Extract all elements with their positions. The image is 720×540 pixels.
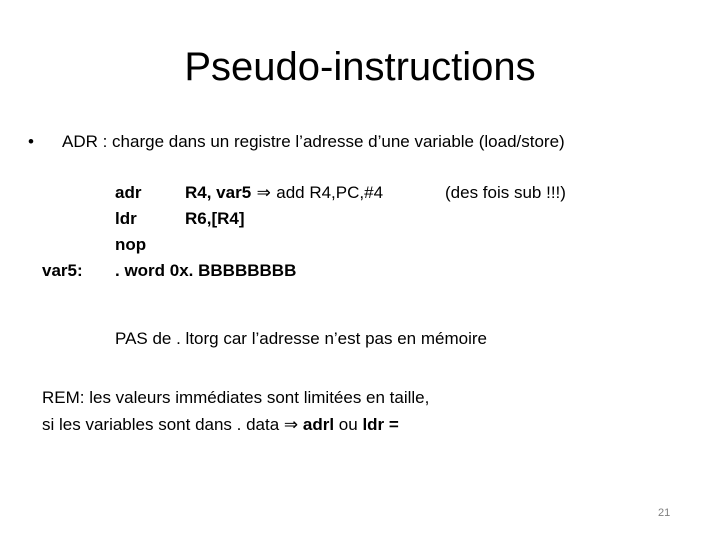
code-operand-bold: R4, var5: [185, 183, 252, 202]
remark-line-2: [42, 411, 429, 439]
code-operands: [185, 206, 245, 232]
bullet-item: [28, 130, 565, 154]
code-opcode: ldr: [115, 209, 137, 228]
code-expansion: add R4,PC,#4: [276, 183, 384, 202]
bullet-text: ADR : charge dans un registre l’adresse d’une variable (load/store): [62, 132, 565, 151]
remark-bold-ldr: ldr =: [362, 415, 399, 434]
implies-arrow: ⇒: [283, 415, 299, 435]
page-number: 21: [658, 507, 671, 519]
code-opcode: adr: [115, 183, 142, 202]
bullet-marker: •: [28, 132, 34, 151]
pas-line: PAS de . ltorg car l’adresse n’est pas en mémoire: [115, 329, 487, 348]
code-row: [0, 180, 720, 206]
code-opcode: nop: [115, 235, 147, 254]
code-label: var5:: [42, 261, 83, 280]
code-note: (des fois sub !!!): [445, 183, 566, 202]
remark-block: [42, 384, 429, 439]
code-operand-bold: R6,[R4]: [185, 209, 245, 228]
remark-text-or: ou: [334, 415, 363, 434]
code-opcode: . word 0x. BBBBBBBB: [115, 261, 297, 280]
code-row: [0, 258, 720, 284]
remark-bold-adrl: adrl: [298, 415, 335, 434]
remark-text: si les variables sont dans . data: [42, 415, 284, 434]
slide-title: Pseudo-instructions: [184, 45, 536, 89]
code-row: [0, 206, 720, 232]
implies-arrow: ⇒: [251, 183, 277, 203]
remark-line-1: REM: les valeurs immédiates sont limitées en taille,: [42, 388, 430, 407]
code-operands: [185, 180, 383, 206]
code-row: [0, 232, 720, 258]
